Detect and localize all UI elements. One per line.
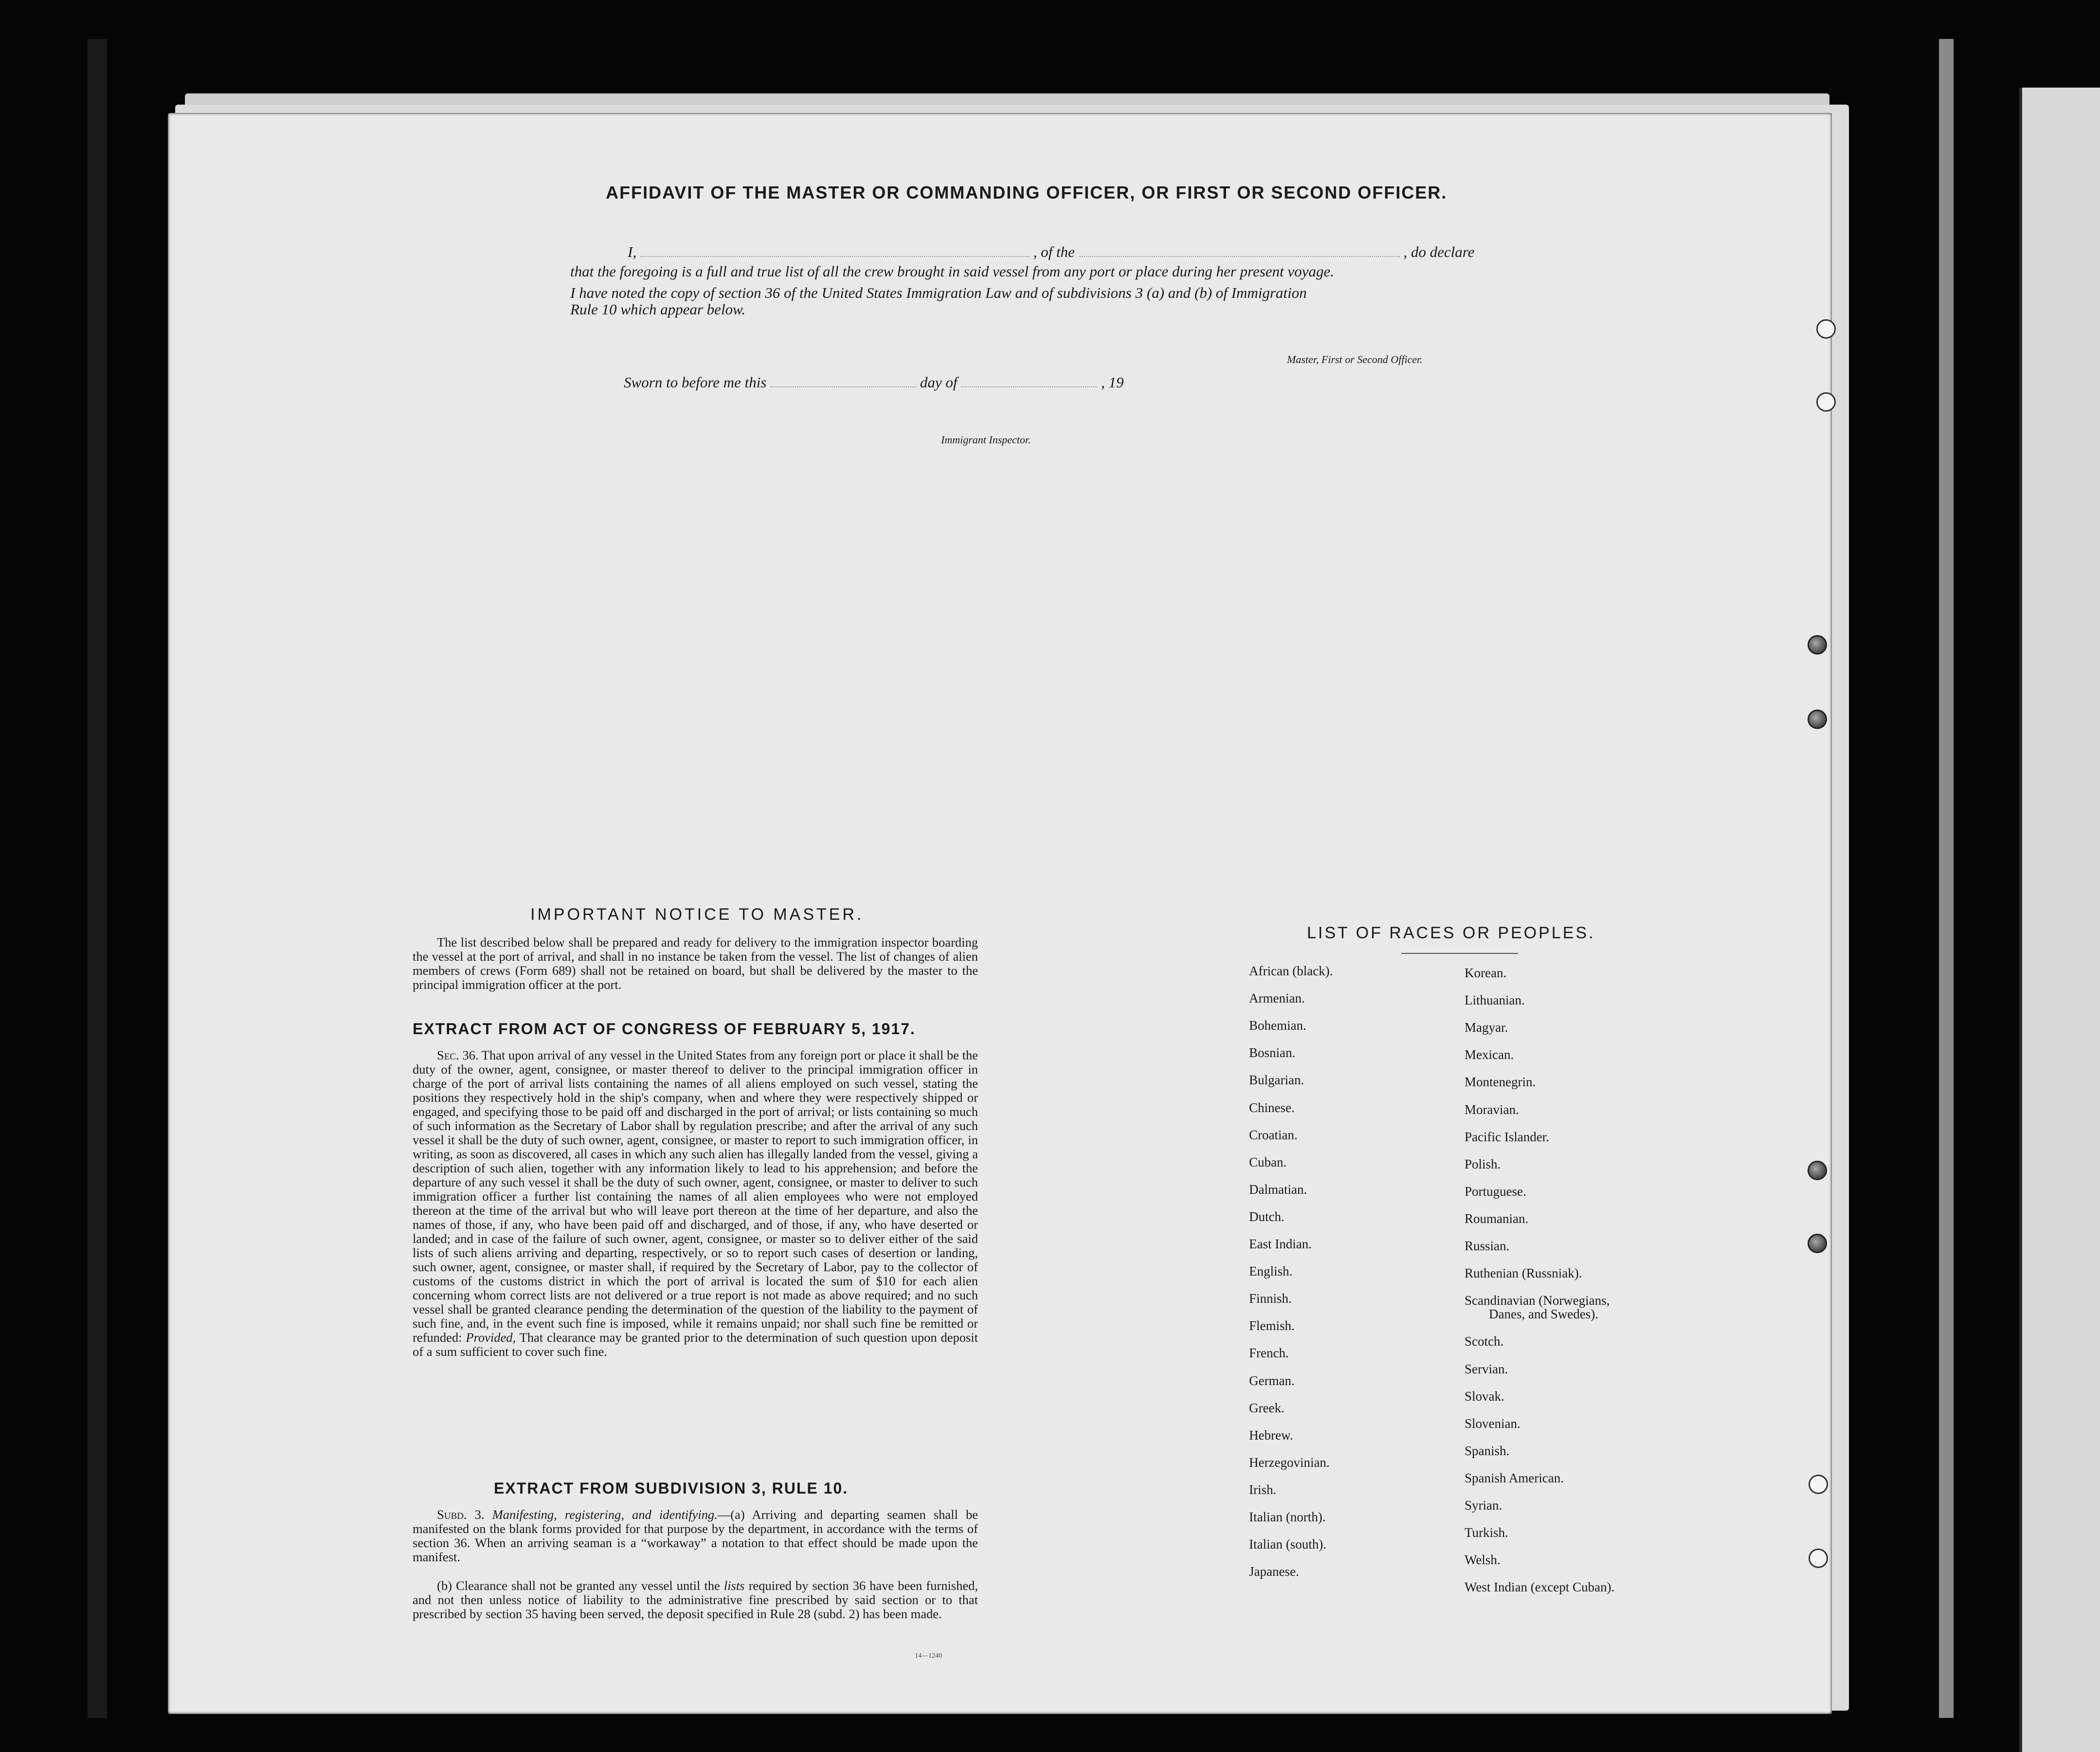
para-b-end: required by section 36 have been furnished, and not then unless notice of liability to the administrative fine prescribed by said section or to that prescribed by section 35 having been served, the deposit specified in Rule 28 (subd. 2) has been made.	[413, 1578, 978, 1621]
subd-para-a: —(a) Arriving and departing seamen shall be manifested on the blank forms provided for that purpose by the department, in accordance with the terms of section 36. When an arriving seaman is a “workaway” a notation to that effect should be made upon the manifest.	[413, 1507, 978, 1564]
race-item: Mexican.	[1465, 1047, 1514, 1062]
document-page	[168, 113, 1832, 1714]
affidavit-line-2: that the foregoing is a full and true list of all the crew brought in said vessel from any port or place during her present voyage.	[570, 263, 1334, 280]
race-item: German.	[1249, 1373, 1295, 1388]
race-item: Servian.	[1465, 1361, 1508, 1376]
race-item: Slovenian.	[1465, 1416, 1521, 1431]
race-item: Magyar.	[1465, 1020, 1508, 1035]
sworn-label: Sworn to before me this	[624, 374, 767, 391]
binder-hole	[1816, 392, 1836, 412]
race-item: Dutch.	[1249, 1209, 1285, 1224]
notice-title: IMPORTANT NOTICE TO MASTER.	[530, 905, 864, 924]
affidavit-line-3: I have noted the copy of section 36 of the United States Immigration Law and of subdivisions 3 (a) and (b) of Immigration	[570, 284, 1307, 301]
name-blank[interactable]	[640, 256, 1030, 257]
race-item: Herzegovinian.	[1249, 1455, 1330, 1470]
race-item: Ruthenian (Russniak).	[1465, 1266, 1582, 1281]
affidavit-do-declare: , do declare	[1403, 243, 1475, 260]
race-item: Syrian.	[1465, 1498, 1503, 1513]
film-edge-right	[1939, 39, 1954, 1718]
binder-hole	[1808, 635, 1827, 655]
race-item: Lithuanian.	[1465, 993, 1525, 1008]
extract-rule-title: EXTRACT FROM SUBDIVISION 3, RULE 10.	[494, 1479, 849, 1497]
race-item: Japanese.	[1249, 1564, 1299, 1579]
section-label: Sec. 36.	[437, 1048, 479, 1062]
section-body-end: That clearance may be granted prior to the determination of such question upon deposit of a sum sufficient to cover such fine.	[413, 1330, 978, 1359]
year-label: , 19	[1101, 374, 1124, 391]
race-item: Korean.	[1465, 966, 1507, 980]
race-item: Dalmatian.	[1249, 1182, 1307, 1197]
affidavit-line-1	[628, 243, 1474, 261]
race-item: Moravian.	[1465, 1102, 1519, 1117]
race-item: Danes, and Swedes).	[1489, 1307, 1598, 1322]
race-item: Pacific Islander.	[1465, 1129, 1549, 1144]
race-item: Flemish.	[1249, 1318, 1295, 1333]
para-b-start: (b) Clearance shall not be granted any vessel until the	[437, 1578, 720, 1593]
race-item: West Indian (except Cuban).	[1465, 1580, 1615, 1595]
race-item: East Indian.	[1249, 1237, 1312, 1251]
race-item: Italian (south).	[1249, 1537, 1326, 1552]
race-item: Montenegrin.	[1465, 1075, 1536, 1090]
section-body-start: That upon arrival of any vessel in the United States from any foreign port or place it shall be the duty of the owner, agent, consignee, or master thereof to deliver to the principal immigration officer in charge of the port of arrival lists containing the names of all aliens employed on such vessel, stating the positions they respectively hold in the ship's company, when and where they were respectively shipped or engaged, and specifying those to be paid off and discharged in the port of arrival; or lists containing so much of such information as the Secretary of Labor shall by regulation prescribe; and after the arrival of any such vessel it shall be the duty of such owner, agent, consignee, or master to report to such immigration officer, in writing, as soon as discovered, all cases in which any such alien has illegally landed from the vessel, giving a description of such alien, together with any information likely to lead to his apprehension; and before the departure of any such vessel it shall be the duty of such owner, agent, consignee, or master to deliver to such immigration officer a further list containing the names of all alien employees who were not employed thereon at the time of the arrival but who will leave port thereon at the time of her departure, and also the names of those, if any, who have been paid off and discharged, and of those, if any, who have deserted or landed; and in case of the failure of such owner, agent, consignee, or master so to deliver either of the said lists of such aliens arriving and departing, respectively, or so to report such cases of desertion or landing, such owner, agent, consignee, or master shall, if required by the Secretary of Labor, pay to the collector of customs of the customs district in which the port of arrival is located the sum of $10 for each alien concerning whom correct lists are not delivered or a true report is not made as above required; and no such vessel shall be granted clearance pending the determination of the question of the liability to the payment of such fine, and, in the event such fine is imposed, while it remains unpaid; nor shall such fine be remitted or refunded:	[413, 1048, 978, 1345]
binder-hole	[1816, 319, 1836, 339]
race-item: Scotch.	[1465, 1334, 1504, 1349]
race-item: Spanish American.	[1465, 1470, 1564, 1485]
affidavit-i-label: I,	[628, 243, 637, 260]
vessel-blank[interactable]	[1079, 256, 1400, 257]
race-item: Welsh.	[1465, 1552, 1501, 1568]
binder-hole	[1809, 1475, 1828, 1494]
race-item: Hebrew.	[1249, 1427, 1293, 1442]
binder-hole	[1808, 1161, 1827, 1180]
race-item: French.	[1249, 1346, 1289, 1361]
subdivision-3-b	[413, 1579, 978, 1621]
subd-italic: Manifesting, registering, and identifying.	[492, 1507, 718, 1522]
binder-hole	[1808, 710, 1827, 729]
race-item: Bosnian.	[1249, 1045, 1296, 1060]
race-item: Bohemian.	[1249, 1018, 1306, 1033]
race-item: Spanish.	[1465, 1443, 1510, 1458]
races-title-rule	[1401, 953, 1518, 954]
race-item: Italian (north).	[1249, 1510, 1326, 1524]
film-edge-left	[88, 39, 107, 1718]
races-title: LIST OF RACES OR PEOPLES.	[1307, 924, 1595, 942]
adjacent-page	[2019, 88, 2100, 1752]
binder-hole	[1809, 1549, 1828, 1568]
race-item: Armenian.	[1249, 991, 1305, 1006]
day-blank[interactable]	[770, 386, 916, 387]
affidavit-line-4: Rule 10 which appear below.	[570, 301, 746, 318]
affidavit-title: AFFIDAVIT OF THE MASTER OR COMMANDING OFFICER, OR FIRST OR SECOND OFFICER.	[606, 182, 1448, 202]
race-item: Portuguese.	[1465, 1184, 1526, 1199]
race-item: African (black).	[1249, 964, 1333, 978]
subdivision-3-a	[413, 1508, 978, 1564]
race-item: Roumanian.	[1465, 1211, 1529, 1226]
race-item: Finnish.	[1249, 1291, 1292, 1306]
race-item: Scandinavian (Norwegians,	[1465, 1293, 1610, 1308]
subd-label: Subd. 3.	[437, 1507, 485, 1522]
sworn-line	[624, 374, 1123, 391]
month-blank[interactable]	[961, 386, 1097, 387]
notice-body: The list described below shall be prepared and ready for delivery to the immigration inspector boarding the vessel at the port of arrival, and shall in no instance be taken from the vessel. The list of changes of alien members of crews (Form 689) shall not be retained on board, but shall be delivered by the master to the principal immigration officer at the port.	[413, 935, 978, 992]
race-item: Turkish.	[1465, 1525, 1508, 1540]
provided-word: Provided,	[466, 1330, 516, 1345]
race-item: Polish.	[1465, 1156, 1501, 1171]
race-item: Bulgarian.	[1249, 1073, 1304, 1088]
extract-act-title: EXTRACT FROM ACT OF CONGRESS OF FEBRUARY 5, 1917.	[413, 1020, 916, 1038]
form-number: 14—1240	[915, 1652, 942, 1660]
race-item: Russian.	[1465, 1239, 1510, 1253]
master-signature-label: Master, First or Second Officer.	[1287, 353, 1423, 365]
race-item: Cuban.	[1249, 1154, 1287, 1169]
race-item: Chinese.	[1249, 1100, 1295, 1115]
race-item: Slovak.	[1465, 1388, 1504, 1404]
affidavit-of-the: , of the	[1033, 243, 1075, 260]
race-item: Croatian.	[1249, 1127, 1298, 1142]
binder-hole	[1808, 1234, 1827, 1253]
section-36-text	[413, 1048, 978, 1359]
para-b-lists: lists	[724, 1578, 745, 1593]
race-item: English.	[1249, 1264, 1293, 1279]
race-item: Greek.	[1249, 1400, 1285, 1415]
inspector-label: Immigrant Inspector.	[941, 434, 1031, 446]
day-of-label: day of	[920, 374, 958, 391]
race-item: Irish.	[1249, 1482, 1277, 1497]
